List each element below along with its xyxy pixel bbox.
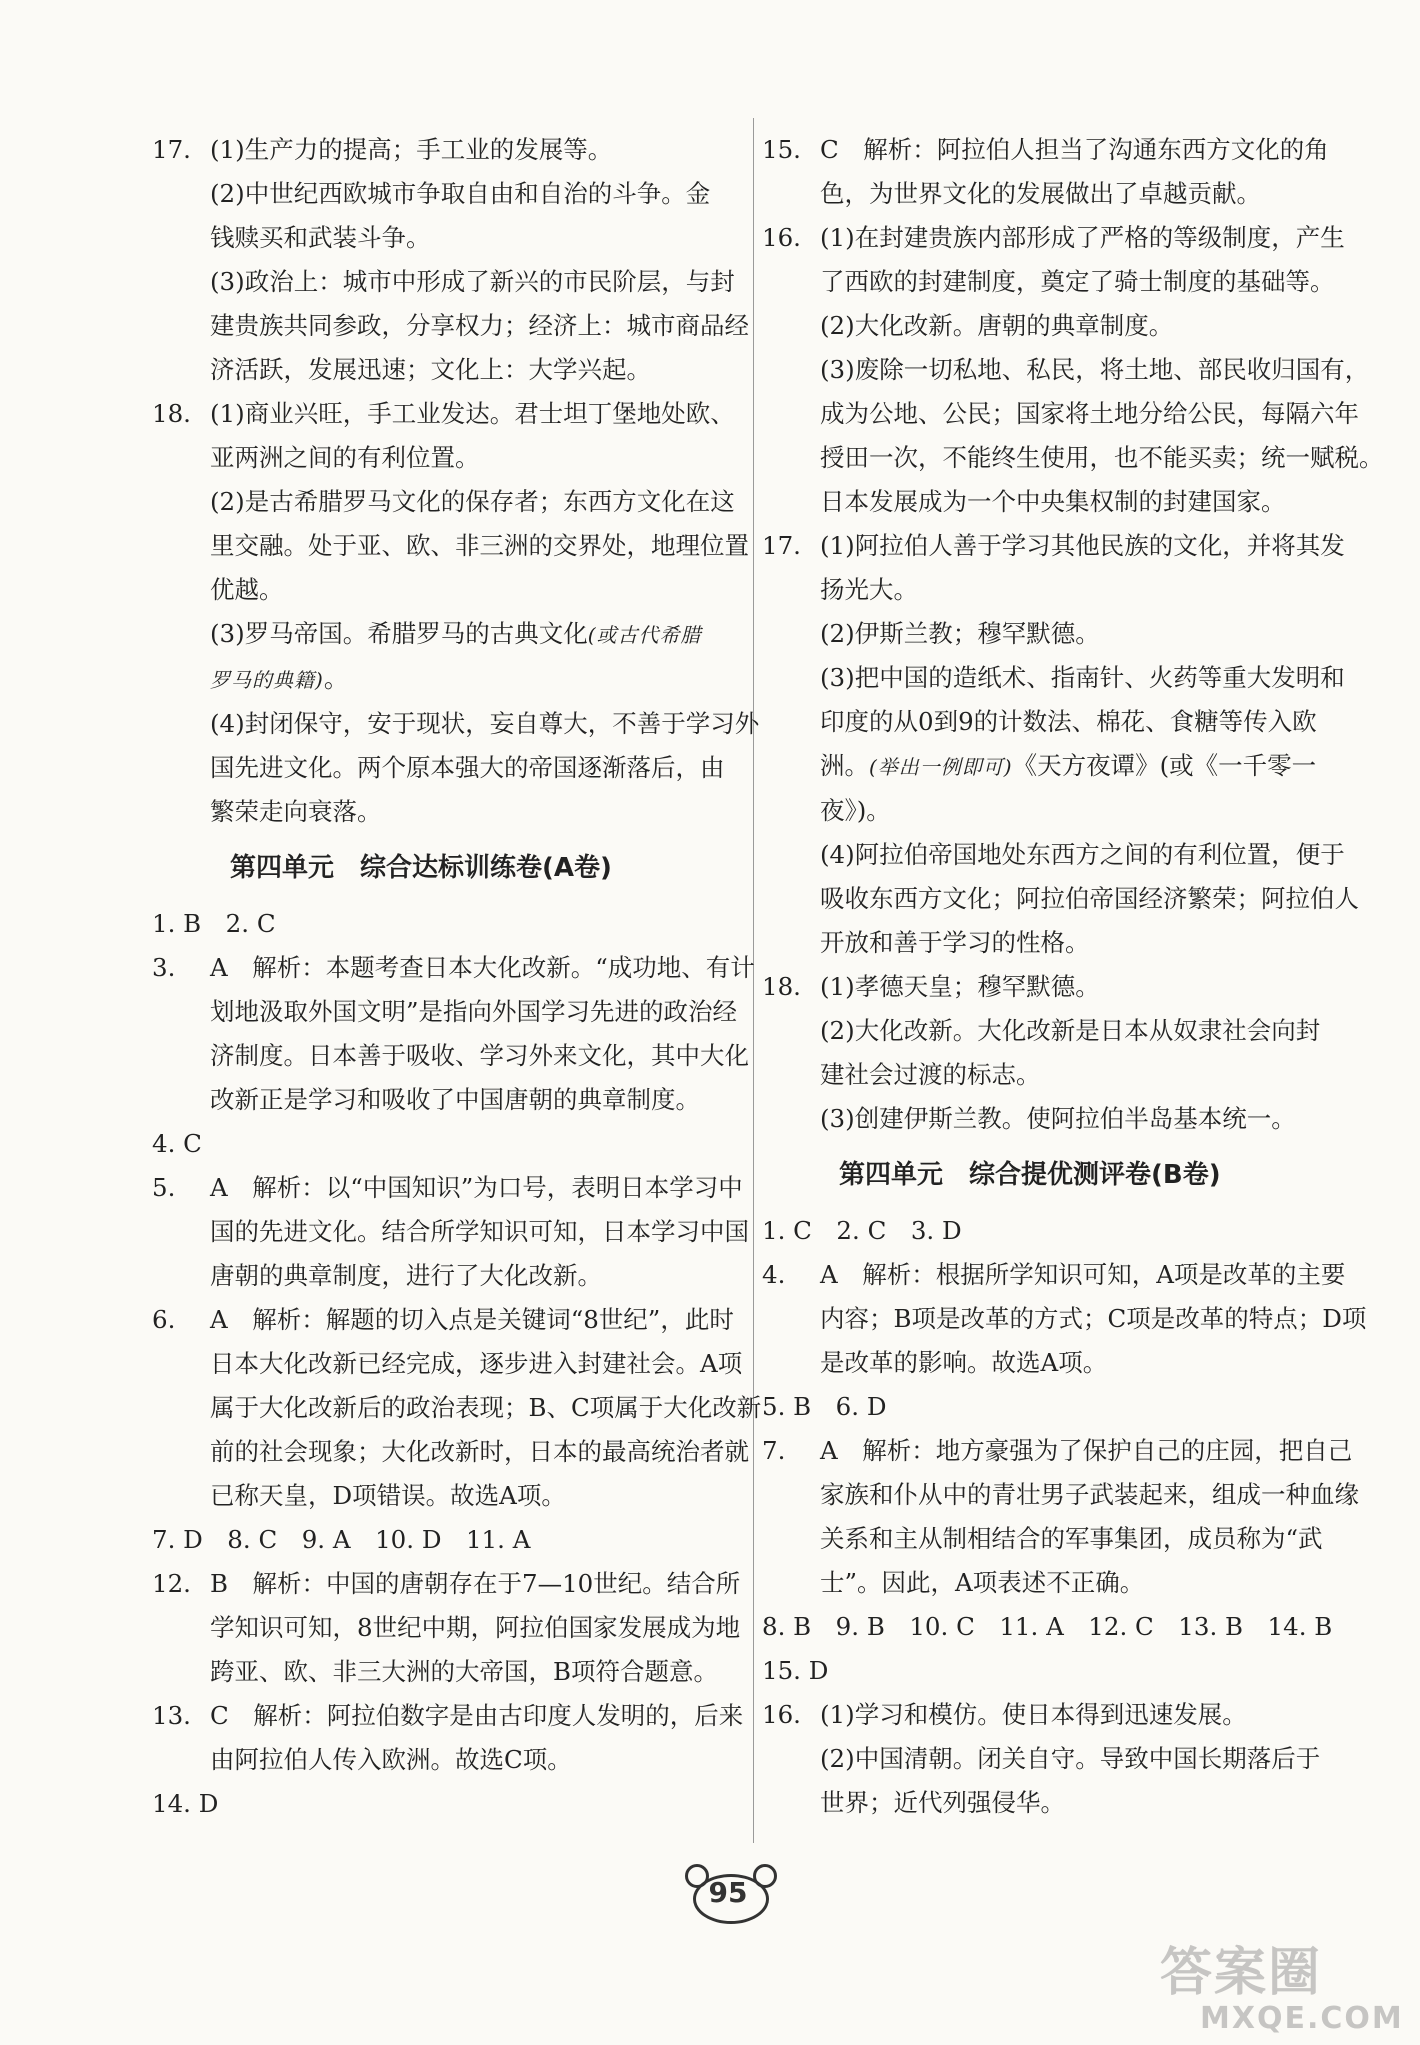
answer-7-11: 7. D 8. C 9. A 10. D 11. A [152, 1525, 531, 1554]
answer-b4 [762, 1253, 1367, 1385]
answer-number: 18. [152, 399, 191, 428]
right-column [762, 128, 1384, 1825]
answer-number: 12. [152, 1569, 191, 1598]
answer-8-14: 8. B 9. B 10. C 11. A 12. C 13. B 14. B [762, 1612, 1333, 1641]
answer-line: 钱赎买和武装斗争。 [210, 223, 431, 252]
answer-line: B 解析：中国的唐朝存在于7—10世纪。结合所 [210, 1569, 741, 1598]
answer-line: (1)在封建贵族内部形成了严格的等级制度，产生 [820, 223, 1345, 252]
answer-line: C 解析：阿拉伯数字是由古印度人发明的，后来 [210, 1701, 744, 1730]
watermark [1160, 1930, 1410, 2040]
answer-line: A 解析：根据所学知识可知，A项是改革的主要 [820, 1260, 1346, 1289]
answer-line: A 解析：地方豪强为了保护自己的庄园，把自己 [820, 1436, 1353, 1465]
answer-5 [152, 1166, 749, 1298]
answer-note: 罗马的典籍) [210, 668, 324, 692]
answer-number: 15. [762, 135, 801, 164]
answer-line: 学知识可知，8世纪中期，阿拉伯国家发展成为地 [210, 1613, 741, 1642]
answer-number: 3. [152, 953, 176, 982]
answer-line: 吸收东西方文化；阿拉伯帝国经济繁荣；阿拉伯人 [820, 884, 1359, 913]
answer-number: 17. [762, 531, 801, 560]
answer-number: 17. [152, 135, 191, 164]
answer-line: 士”。因此，A项表述不正确。 [820, 1568, 1145, 1597]
answer-line: (3)废除一切私地、私民，将土地、部民收归国有， [820, 355, 1370, 384]
answer-line: 是改革的影响。故选A项。 [820, 1348, 1108, 1377]
answer-number: 4. [762, 1260, 786, 1289]
answer-line: 已称天皇，D项错误。故选A项。 [210, 1481, 566, 1510]
answer-14: 14. D [152, 1789, 219, 1818]
page-number: 95 [708, 1876, 748, 1909]
left-column [152, 128, 762, 1826]
answer-line: 世界；近代列强侵华。 [820, 1788, 1065, 1817]
answer-note: (或古代希腊 [587, 623, 702, 647]
answer-line: (1)学习和模仿。使日本得到迅速发展。 [820, 1700, 1247, 1729]
watermark-text: 答案圈 [1160, 1943, 1323, 2003]
answer-line: (2)大化改新。唐朝的典章制度。 [820, 311, 1174, 340]
answer-line: (2)中世纪西欧城市争取自由和自治的斗争。金 [210, 179, 711, 208]
answer-18-right [762, 965, 1340, 1141]
answer-line: 扬光大。 [820, 575, 918, 604]
answer-line: 繁荣走向衰落。 [210, 797, 382, 826]
answer-4: 4. C [152, 1129, 202, 1158]
section-heading-b: 第四单元 综合提优测评卷(B卷) [839, 1160, 1221, 1190]
answer-line: 里交融。处于亚、欧、非三洲的交界处，地理位置 [210, 531, 749, 560]
answer-line: 关系和主从制相结合的军事集团，成员称为“武 [820, 1524, 1323, 1553]
answer-b15: 15. D [762, 1656, 829, 1685]
answer-line: (3)创建伊斯兰教。使阿拉伯半岛基本统一。 [820, 1104, 1296, 1133]
answer-line: (4)阿拉伯帝国地处东西方之间的有利位置，便于 [820, 840, 1345, 869]
answer-line: 由阿拉伯人传入欧洲。故选C项。 [210, 1745, 572, 1774]
watermark-url: MXQE.COM [1200, 2001, 1404, 2036]
answer-line: 开放和善于学习的性格。 [820, 928, 1090, 957]
answer-number: 16. [762, 1700, 801, 1729]
answer-line: 建社会过渡的标志。 [820, 1060, 1041, 1089]
answer-line: 前的社会现象；大化改新时，日本的最高统治者就 [210, 1437, 749, 1466]
answer-5-6: 5. B 6. D [762, 1392, 887, 1421]
answer-line: (2)是古希腊罗马文化的保存者；东西方文化在这 [210, 487, 735, 516]
answer-line: 家族和仆从中的青壮男子武装起来，组成一种血缘 [820, 1480, 1359, 1509]
answer-line: 济活跃，发展迅速；文化上：大学兴起。 [210, 355, 651, 384]
answer-line: 印度的从0到9的计数法、棉花、食糖等传入欧 [820, 707, 1317, 736]
section-heading-a: 第四单元 综合达标训练卷(A卷) [230, 853, 612, 883]
answer-number: 5. [152, 1173, 176, 1202]
answer-line: 日本发展成为一个中央集权制的封建国家。 [820, 487, 1286, 516]
answer-line: (1)生产力的提高；手工业的发展等。 [210, 135, 613, 164]
answer-line: 内容；B项是改革的方式；C项是改革的特点；D项 [820, 1304, 1367, 1333]
answer-line: (1)商业兴旺，手工业发达。君士坦丁堡地处欧、 [210, 399, 735, 428]
answer-line: 唐朝的典章制度，进行了大化改新。 [210, 1261, 602, 1290]
answer-line: 日本大化改新已经完成，逐步进入封建社会。A项 [210, 1349, 743, 1378]
answer-line: (2)大化改新。大化改新是日本从奴隶社会向封 [820, 1016, 1321, 1045]
page-number-badge [673, 1860, 783, 1930]
answer-line: 国的先进文化。结合所学知识可知，日本学习中国 [210, 1217, 749, 1246]
answer-line: 洲。 [820, 751, 869, 780]
answer-line: (3)把中国的造纸术、指南针、火药等重大发明和 [820, 663, 1345, 692]
answer-line: 夜》)。 [820, 796, 891, 825]
answer-number: 13. [152, 1701, 191, 1730]
answer-16 [762, 216, 1384, 524]
answer-15 [762, 128, 1340, 216]
answer-12 [152, 1562, 746, 1694]
answer-line: 划地汲取外国文明”是指向外国学习先进的政治经 [210, 997, 738, 1026]
answer-line: 。 [323, 664, 349, 693]
answer-line: A 解析：解题的切入点是关键词“8世纪”，此时 [210, 1305, 734, 1334]
answer-line: (2)伊斯兰教；穆罕默德。 [820, 619, 1100, 648]
answer-line: A 解析：以“中国知识”为口号，表明日本学习中 [210, 1173, 743, 1202]
answer-line: 优越。 [210, 575, 284, 604]
answer-line: 亚两洲之间的有利位置。 [210, 443, 480, 472]
answer-18 [152, 392, 760, 834]
answer-line: (3)罗马帝国。希腊罗马的古典文化 [210, 619, 588, 648]
answer-13 [152, 1694, 746, 1782]
answer-line: C 解析：阿拉伯人担当了沟通东西方文化的角 [820, 135, 1329, 164]
answer-line: (3)政治上：城市中形成了新兴的市民阶层，与封 [210, 267, 735, 296]
answer-line: 跨亚、欧、非三大洲的大帝国，B项符合题意。 [210, 1657, 719, 1686]
answer-line: 成为公地、公民；国家将土地分给公民，每隔六年 [820, 399, 1359, 428]
answer-number: 18. [762, 972, 801, 1001]
answer-note: (举出一例即可) [869, 755, 1013, 779]
answer-1-3: 1. C 2. C 3. D [762, 1216, 962, 1245]
answer-b7 [762, 1429, 1359, 1605]
answer-line: 属于大化改新后的政治表现；B、C项属于大化改新 [210, 1393, 762, 1422]
answer-line: 色，为世界文化的发展做出了卓越贡献。 [820, 179, 1261, 208]
answer-line: A 解析：本题考查日本大化改新。“成功地、有计 [210, 953, 755, 982]
answer-number: 6. [152, 1305, 176, 1334]
answer-line: 济制度。日本善于吸收、学习外来文化，其中大化 [210, 1041, 749, 1070]
answer-17-right [762, 524, 1359, 965]
answer-line: 建贵族共同参政，分享权力；经济上：城市商品经 [210, 311, 749, 340]
answer-line: (2)中国清朝。闭关自守。导致中国长期落后于 [820, 1744, 1321, 1773]
answer-1-2: 1. B 2. C [152, 909, 276, 938]
answer-line: 授田一次，不能终生使用，也不能买卖；统一赋税。 [820, 443, 1384, 472]
answer-17 [152, 128, 749, 392]
answer-line: (1)孝德天皇；穆罕默德。 [820, 972, 1100, 1001]
answer-line: 国先进文化。两个原本强大的帝国逐渐落后，由 [210, 753, 725, 782]
answer-line: (1)阿拉伯人善于学习其他民族的文化，并将其发 [820, 531, 1345, 560]
answer-line: 《天方夜谭》(或《一千零一 [1012, 751, 1317, 780]
answer-line: 了西欧的封建制度，奠定了骑士制度的基础等。 [820, 267, 1335, 296]
answer-b16 [762, 1693, 1340, 1825]
answer-line: (4)封闭保守，安于现状，妄自尊大，不善于学习外 [210, 709, 760, 738]
answer-3 [152, 946, 755, 1122]
answer-number: 16. [762, 223, 801, 252]
answer-number: 7. [762, 1436, 786, 1465]
answer-6 [152, 1298, 762, 1518]
answer-line: 改新正是学习和吸收了中国唐朝的典章制度。 [210, 1085, 700, 1114]
